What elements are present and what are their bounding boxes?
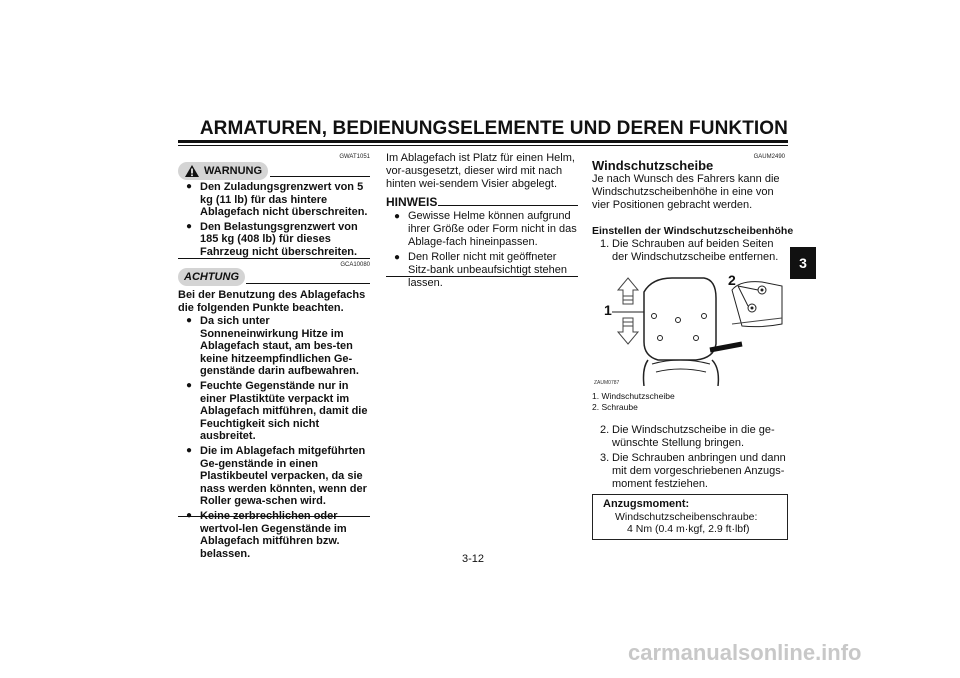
list-item: ● Den Zuladungsgrenzwert von 5 kg (11 lb) für das hintere Ablagefach nicht überschreiten.	[178, 181, 370, 219]
chapter-tab: 3	[790, 247, 816, 279]
step-number: 3.	[600, 452, 610, 464]
torque-item: Windschutzscheibenschraube:	[615, 511, 758, 523]
section-heading: Windschutzscheibe	[592, 158, 714, 173]
note-label: HINWEIS	[386, 195, 438, 209]
caution-bottom-rule	[178, 516, 370, 517]
subheading: Einstellen der Windschutzscheibenhöhe	[592, 225, 794, 237]
step-number: 2.	[600, 424, 610, 436]
step-number: 1.	[600, 238, 610, 250]
figure-callout-2: 2	[728, 272, 736, 288]
legend-item: 1. Windschutzscheibe	[592, 391, 675, 401]
list-item: ● Gewisse Helme können aufgrund ihrer Größe oder Form nicht in das Ablage-fach hineinpassen.	[386, 210, 578, 249]
list-item: ● Feuchte Gegenstände nur in einer Plastiktüte verpackt im Ablagefach mitführen, damit die Feuchtigkeit sich nicht ausbreitet.	[178, 380, 370, 443]
caution-list	[178, 315, 370, 562]
header-rule-thin	[178, 145, 788, 146]
helmet-paragraph: Im Ablagefach ist Platz für einen Helm, vor-ausgesetzt, dieser wird mit nach hinten wei-sendem Visier abgelegt.	[386, 152, 575, 190]
step-list-2	[592, 424, 788, 493]
step-item	[592, 238, 788, 264]
figure-callout-1: 1	[604, 302, 612, 318]
torque-box	[592, 494, 788, 540]
torque-label: Anzugsmoment:	[603, 498, 690, 510]
list-item: ● Da sich unter Sonneneinwirkung Hitze im Ablagefach staut, am bes-ten keine hitzeempfindlichen Ge-genstände darin aufbewahren.	[178, 315, 370, 378]
caution-code: GCA10080	[340, 262, 370, 268]
note-top-rule	[438, 205, 578, 206]
list-item: ● Den Roller nicht mit geöffneter Sitz-bank unbeaufsichtigt stehen lassen.	[386, 251, 578, 290]
windshield-figure	[592, 268, 788, 386]
warning-triangle-icon	[184, 164, 200, 178]
note-list	[386, 210, 578, 292]
list-item: ● Den Belastungsgrenzwert von 185 kg (408 lb) für dieses Fahrzeug nicht überschreiten.	[178, 221, 370, 259]
step-item	[592, 424, 788, 450]
caution-top-rule	[246, 283, 370, 284]
section-code: GAUM2490	[753, 154, 785, 160]
warning-list	[178, 181, 370, 261]
page-title: ARMATUREN, BEDIENUNGSELEMENTE UND DEREN FUNKTION	[199, 118, 788, 139]
figure-code: ZAUM0787	[594, 380, 620, 386]
step-text: Die Schrauben auf beiden Seiten der Windschutzscheibe entfernen.	[612, 238, 779, 263]
caution-intro: Bei der Benutzung des Ablagefachs die folgenden Punkte beachten.	[178, 289, 366, 314]
step-list-1	[592, 238, 788, 266]
warning-label: WARNUNG	[204, 165, 263, 177]
page-number: 3-12	[462, 553, 485, 565]
footer-watermark: carmanualsonline.info	[628, 640, 862, 665]
step-text: Die Windschutzscheibe in die ge-wünschte Stellung bringen.	[612, 424, 775, 449]
note-bottom-rule	[386, 276, 578, 277]
legend-item: 2. Schraube	[592, 402, 638, 412]
warning-top-rule	[270, 176, 370, 177]
section-intro: Je nach Wunsch des Fahrers kann die Windschutzscheibenhöhe in eine von vier Positionen gebracht werden.	[592, 173, 780, 211]
warning-code: GWAT1051	[339, 154, 370, 160]
adjust-arrow-icon	[618, 278, 638, 344]
caution-label: ACHTUNG	[184, 271, 239, 283]
warning-badge	[178, 162, 268, 180]
caution-badge	[178, 268, 245, 286]
torque-value: 4 Nm (0.4 m·kgf, 2.9 ft·lbf)	[627, 523, 750, 535]
step-item	[592, 452, 788, 491]
header-rule-thick	[178, 140, 788, 143]
figure-legend	[592, 391, 788, 413]
warning-bottom-rule	[178, 258, 370, 259]
list-item: ● Die im Ablagefach mitgeführten Ge-genstände in einen Plastikbeutel verpacken, da sie nass werden könnten, wenn der Roller gewa-schen wird.	[178, 445, 370, 508]
windshield-illustration	[592, 268, 788, 386]
list-item: ● Keine zerbrechlichen oder wertvol-len Gegenstände im Ablagefach mitführen bzw. belassen.	[178, 510, 370, 560]
step-text: Die Schrauben anbringen und dann mit dem vorgeschriebenen Anzugs-moment festziehen.	[612, 452, 786, 490]
